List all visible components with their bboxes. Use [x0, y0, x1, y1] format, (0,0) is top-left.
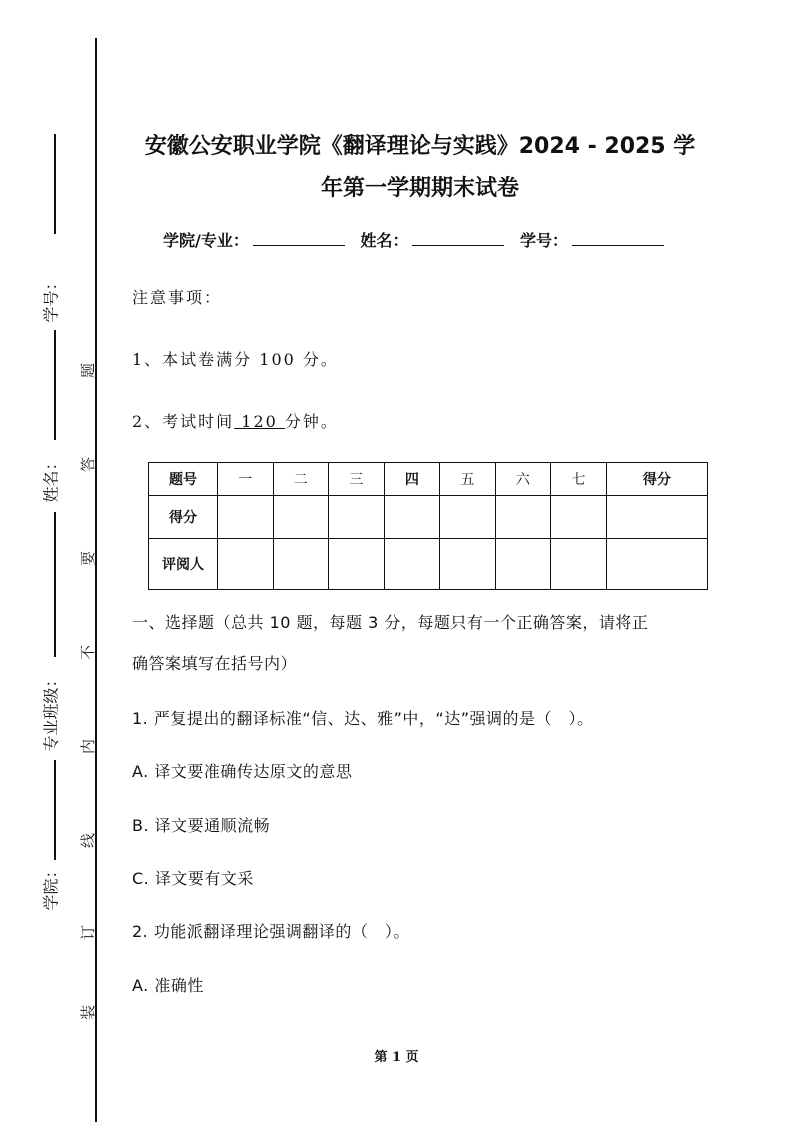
binding-line [95, 38, 97, 1122]
student-id-field-label: 学号： [520, 231, 569, 250]
score-table [148, 462, 708, 590]
seal-char: 题 [79, 362, 98, 379]
score-cell[interactable] [495, 496, 551, 539]
exam-duration: 120 [234, 412, 285, 431]
section1-title-line1: 一、选择题（总共 10 题，每题 3 分，每题只有一个正确答案，请将正 [132, 613, 649, 632]
student-id-field[interactable] [572, 231, 664, 246]
seal-char: 不 [79, 644, 98, 661]
table-header-cell: 四 [384, 463, 440, 496]
name-rule [54, 330, 56, 440]
q1-option-a: A. 译文要准确传达原文的意思 [132, 762, 353, 781]
class-label: 专业班级： [41, 671, 61, 752]
college-major-field[interactable] [253, 231, 345, 246]
score-cell[interactable] [440, 496, 496, 539]
score-cell[interactable] [384, 496, 440, 539]
class-rule [54, 512, 56, 657]
grader-cell[interactable] [384, 539, 440, 590]
q1-option-b: B. 译文要通顺流畅 [132, 816, 271, 835]
page-number: 第 1 页 [374, 1050, 419, 1065]
student-info-line [163, 228, 674, 251]
question-2: 2. 功能派翻译理论强调翻译的（ ）。 [132, 922, 410, 941]
grader-cell[interactable] [218, 539, 274, 590]
college-major-label: 学院/专业： [163, 231, 249, 250]
table-header-cell: 五 [440, 463, 496, 496]
grader-cell[interactable] [440, 539, 496, 590]
name-field-label: 姓名： [360, 231, 409, 250]
table-header-cell: 三 [329, 463, 385, 496]
score-cell[interactable] [551, 496, 607, 539]
section1-title-line2: 确答案填写在括号内） [132, 654, 298, 673]
table-header-cell: 七 [551, 463, 607, 496]
table-header-cell: 题号 [149, 463, 218, 496]
seal-char: 内 [79, 738, 98, 755]
college-label: 学院： [41, 862, 61, 911]
table-header-cell: 得分 [606, 463, 707, 496]
seal-char: 线 [79, 832, 98, 849]
student-id-rule [54, 134, 56, 234]
note-item-2: 2、考试时间 120 分钟。 [132, 412, 339, 431]
grader-cell[interactable] [273, 539, 329, 590]
row-label-grader: 评阅人 [149, 539, 218, 590]
seal-char: 要 [79, 550, 98, 567]
seal-char: 订 [79, 924, 98, 941]
grader-cell[interactable] [329, 539, 385, 590]
q1-option-c: C. 译文要有文采 [132, 869, 254, 888]
note-item-1: 1、本试卷满分 100 分。 [132, 350, 339, 369]
exam-title-line2: 年第一学期期末试卷 [320, 176, 519, 201]
seal-char: 答 [79, 456, 98, 473]
grader-cell[interactable] [495, 539, 551, 590]
notes-heading: 注意事项： [132, 288, 223, 307]
name-field[interactable] [412, 231, 504, 246]
exam-title-line1: 安徽公安职业学院《翻译理论与实践》2024 - 2025 学 [144, 134, 696, 159]
student-id-label: 学号： [41, 274, 61, 323]
row-label-score: 得分 [149, 496, 218, 539]
college-rule [54, 760, 56, 860]
score-cell[interactable] [273, 496, 329, 539]
score-cell[interactable] [218, 496, 274, 539]
name-label: 姓名： [41, 454, 61, 503]
seal-char: 装 [79, 1004, 98, 1021]
question-1: 1. 严复提出的翻译标准“信、达、雅”中，“达”强调的是（ ）。 [132, 709, 594, 728]
grader-cell[interactable] [551, 539, 607, 590]
table-header-cell: 二 [273, 463, 329, 496]
grader-cell[interactable] [606, 539, 707, 590]
table-header-cell: 六 [495, 463, 551, 496]
score-cell[interactable] [606, 496, 707, 539]
q2-option-a: A. 准确性 [132, 976, 204, 995]
score-cell[interactable] [329, 496, 385, 539]
table-header-cell: 一 [218, 463, 274, 496]
